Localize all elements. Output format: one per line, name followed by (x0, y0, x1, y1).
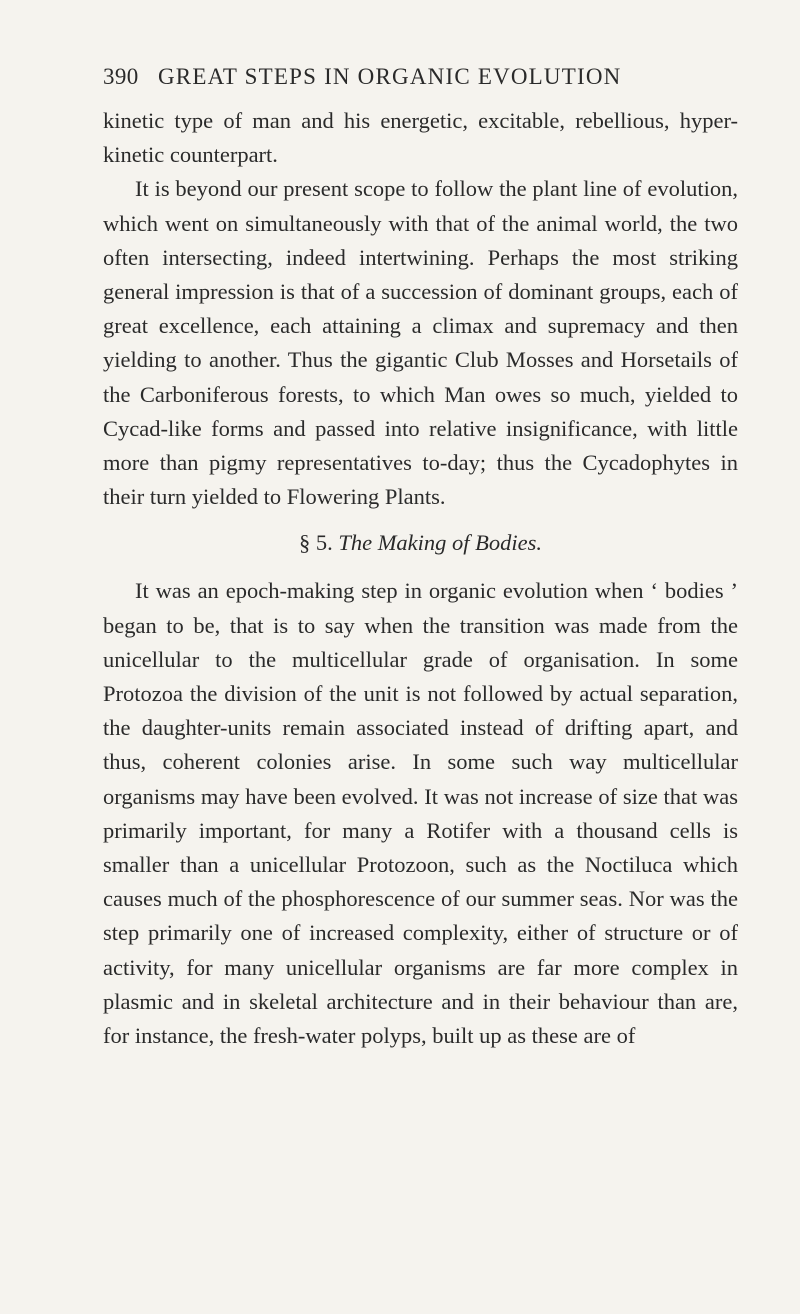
running-title: GREAT STEPS IN ORGANIC EVOLUTION (158, 64, 622, 89)
body-text (103, 104, 738, 1053)
running-head (103, 64, 738, 104)
paragraph-plant-line: It is beyond our present scope to follow the plant line of evolution, which went on simultaneously with that of the animal world, the two often intersecting, indeed intertwining. Perhaps the most striking general impression is that of a succession of dominant groups, each of great excellence, each attaining a climax and supremacy and then yielding to another. Thus the gigantic Club Mosses and Horsetails of the Carboniferous forests, to which Man owes so much, yielded to Cycad-like forms and passed into relative insignificance, with little more than pigmy representatives to-day; thus the Cycadophytes in their turn yielded to Flowering Plants. (103, 176, 738, 510)
paragraph-making-of-bodies: It was an epoch-making step in organic evolution when ‘ bodies ’ began to be, that is to say when the transition was made from the unicellular to the multicellular grade of organisation. In some Protozoa the division of the unit is not followed by actual separation, the daughter-units remain associated instead of drifting apart, and thus, coherent colonies arise. In some such way multicellular organisms may have been evolved. It was not increase of size that was primarily important, for many a Rotifer with a thousand cells is smaller than a unicellular Protozoon, such as the Noctiluca which causes much of the phosphorescence of our summer seas. Nor was the step primarily one of increased complexity, either of structure or of activity, for many unicellular organisms are far more complex in plasmic and in skeletal architecture and in their behaviour than are, for instance, the fresh-water polyps, built up as these are of (103, 578, 738, 1049)
section-heading (103, 526, 738, 560)
paragraph-continuation: kinetic type of man and his energetic, excitable, rebellious, hyper-kinetic counterpart. (103, 108, 738, 168)
section-number: § 5. (298, 530, 333, 556)
section-title: The Making of Bodies. (338, 530, 543, 556)
page-number: 390 (103, 64, 139, 89)
